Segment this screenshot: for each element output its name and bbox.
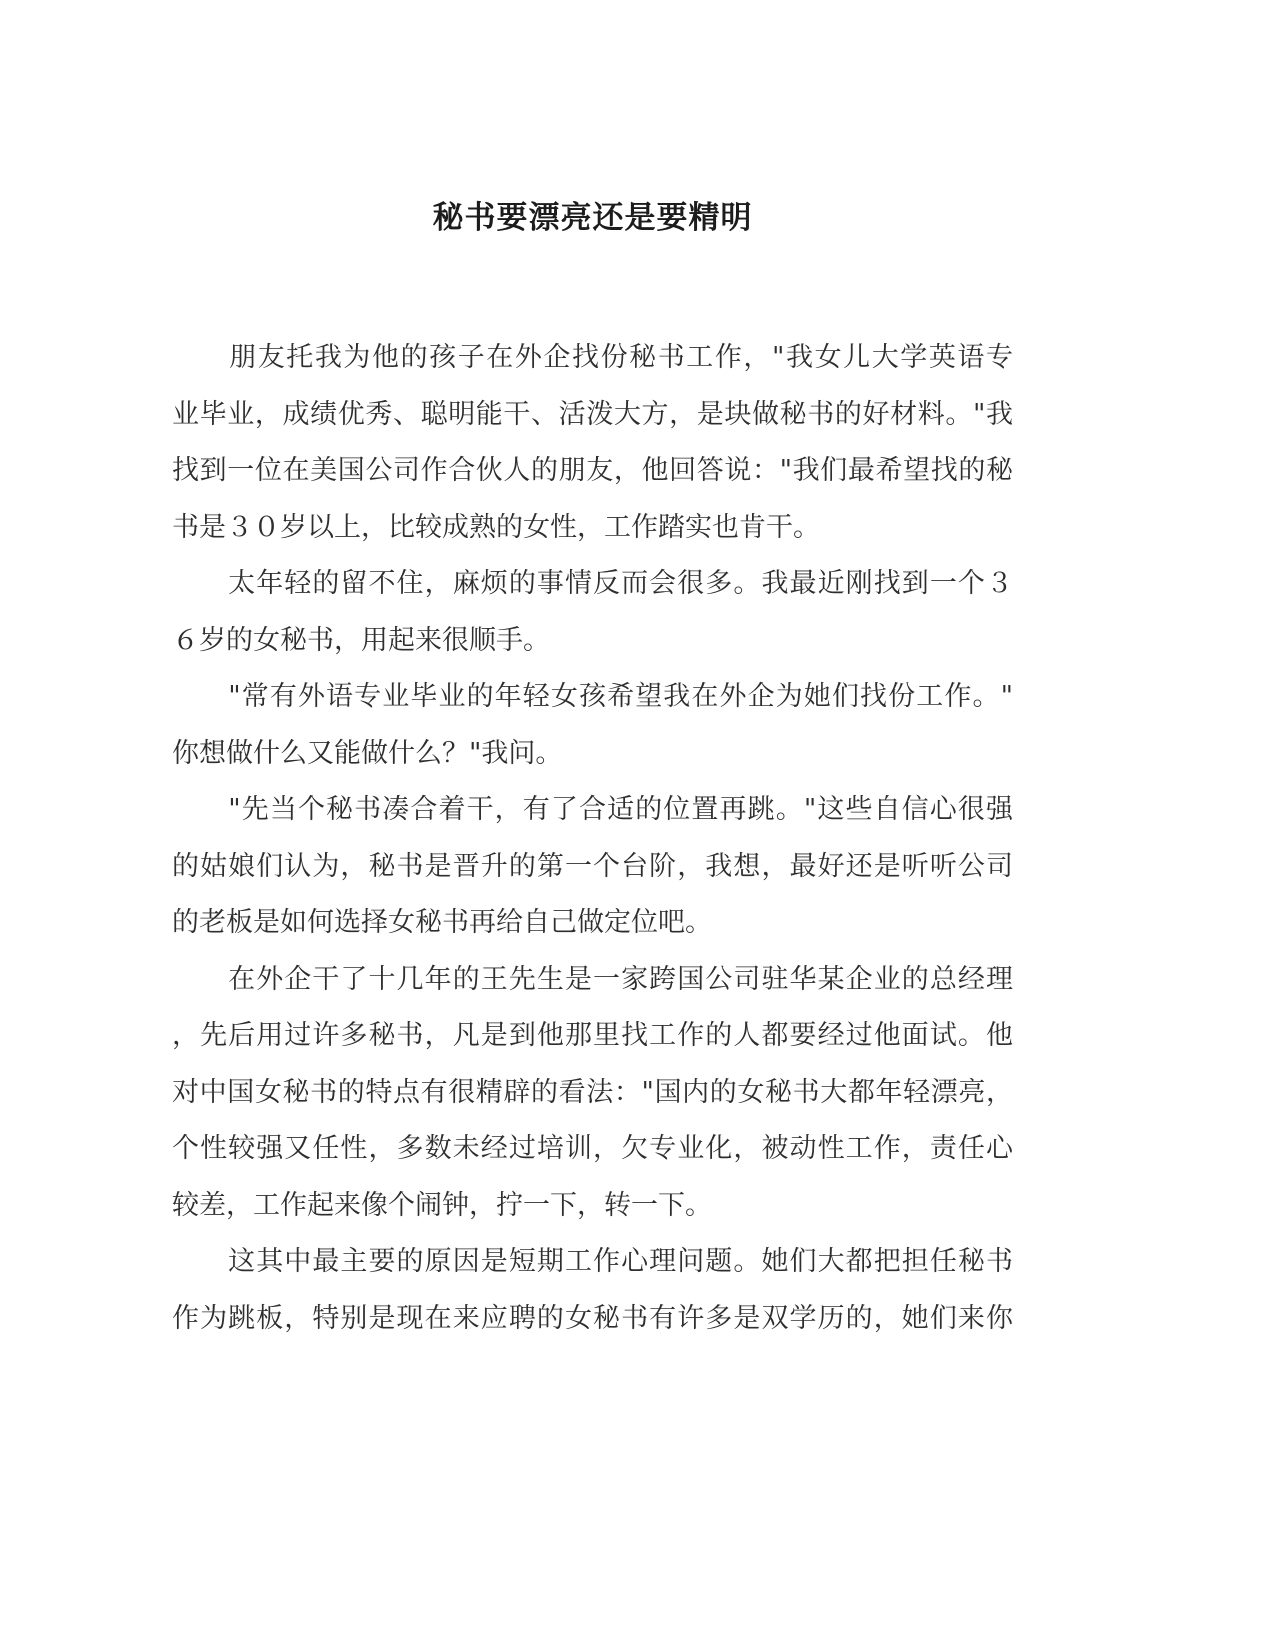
text-line: 这其中最主要的原因是短期工作心理问题。她们大都把担任秘书 (172, 1246, 1013, 1277)
text-line: "先当个秘书凑合着干，有了合适的位置再跳。"这些自信心很强 (172, 794, 1013, 825)
text-line: 个性较强又任性，多数未经过培训，欠专业化，被动性工作，责任心 (172, 1133, 1013, 1164)
text-line: "常有外语专业毕业的年轻女孩希望我在外企为她们找份工作。" (172, 681, 1013, 712)
text-line: 你想做什么又能做什么？"我问。 (172, 737, 563, 769)
text-line: 业毕业，成绩优秀、聪明能干、活泼大方，是块做秘书的好材料。"我 (172, 398, 1013, 430)
text-line: 书是３０岁以上，比较成熟的女性，工作踏实也肯干。 (172, 511, 820, 543)
text-line: 在外企干了十几年的王先生是一家跨国公司驻华某企业的总经理 (172, 963, 1013, 995)
document-title: 秘书要漂亮还是要精明 (432, 200, 753, 236)
text-line: 较差，工作起来像个闹钟，拧一下，转一下。 (172, 1189, 712, 1221)
text-line: 作为跳板，特别是现在来应聘的女秘书有许多是双学历的，她们来你 (172, 1302, 1013, 1334)
text-line: 找到一位在美国公司作合伙人的朋友，他回答说："我们最希望找的秘 (172, 455, 1013, 486)
text-line: 的老板是如何选择女秘书再给自己做定位吧。 (172, 907, 712, 938)
document-body (172, 330, 1013, 1347)
text-line: 对中国女秘书的特点有很精辟的看法："国内的女秘书大都年轻漂亮， (172, 1076, 1013, 1108)
text-line: ，先后用过许多秘书，凡是到他那里找工作的人都要经过他面试。他 (172, 1020, 1013, 1051)
text-line: 太年轻的留不住，麻烦的事情反而会很多。我最近刚找到一个３ (172, 568, 1013, 599)
text-line: ６岁的女秘书，用起来很顺手。 (172, 624, 550, 656)
text-line: 朋友托我为他的孩子在外企找份秘书工作，"我女儿大学英语专 (172, 342, 1013, 373)
text-line: 的姑娘们认为，秘书是晋升的第一个台阶，我想，最好还是听听公司 (172, 850, 1013, 882)
